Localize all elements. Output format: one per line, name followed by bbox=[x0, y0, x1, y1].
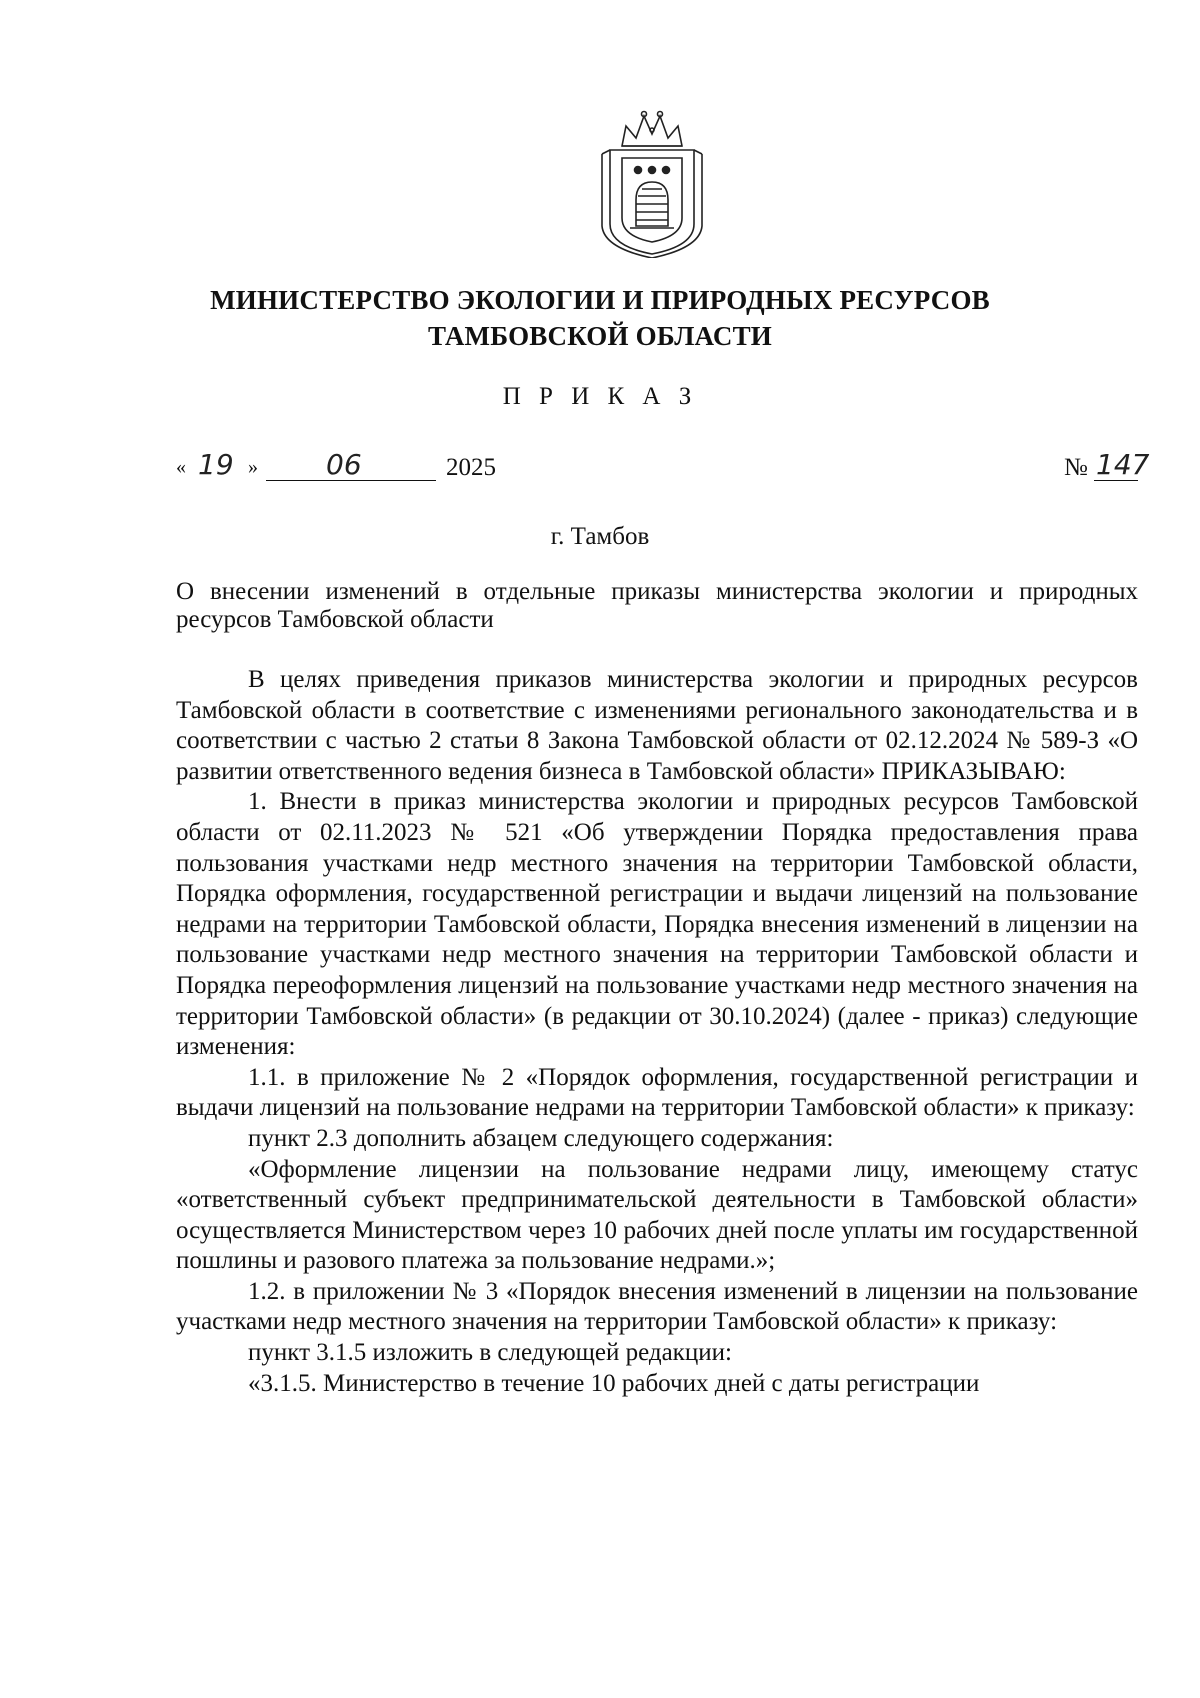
paragraph-item-1-2-quote: «3.1.5. Министерство в течение 10 рабочих дней с даты регистрации bbox=[248, 1369, 980, 1397]
document-type: П Р И К А З bbox=[502, 383, 698, 410]
date-quote-close: » bbox=[248, 456, 258, 478]
date-quote-open: « bbox=[176, 456, 186, 478]
city: г. Тамбов bbox=[550, 523, 650, 550]
paragraph-item-1-1: 1.1. в приложение № 2 «Порядок оформления, государственной регистрации и выдачи лицензий на пользование недрами на территории Тамбовской области» к приказу: bbox=[176, 1063, 1138, 1122]
paragraph-item-1-1-quote: «Оформление лицензии на пользование недрами лицу, имеющему статус «ответственный субъект предпринимательской деятельности в Тамбовской области» осуществляется Министерством через 10 рабочих дней после уплаты им государственной пошлины и разового платежа за пользование недрами.»; bbox=[176, 1155, 1138, 1275]
organization-name-line2: ТАМБОВСКОЙ ОБЛАСТИ bbox=[427, 321, 773, 351]
date-number-row bbox=[176, 448, 1150, 488]
organization-name bbox=[160, 282, 1040, 354]
date-year: 2025 bbox=[446, 454, 496, 481]
paragraph-preamble: В целях приведения приказов министерства экологии и природных ресурсов Тамбовской области в соответствие с изменениями регионального законодательства и в соответствии с частью 2 статьи 8 Закона Тамбовской области от 02.12.2024 № 589-З «О развитии ответственного ведения бизнеса в Тамбовской области» ПРИКАЗЫВАЮ: bbox=[176, 666, 1138, 785]
order-number-label: № bbox=[1064, 454, 1088, 481]
paragraph-item-1-2-instruction: пункт 3.1.5 изложить в следующей редакции: bbox=[248, 1339, 732, 1367]
paragraph-item-1: 1. Внести в приказ министерства экологии и природных ресурсов Тамбовской области от 02.11.2023 № 521 «Об утверждении Порядка предоставления права пользования участками недр местного значения на территории Тамбовской области, Порядка оформления, государственной регистрации и выдачи лицензий на пользование недрами на территории Тамбовской области, Порядка внесения изменений в лицензии на пользование участками недр местного значения на территории Тамбовской области и Порядка переоформления лицензий на пользование участками недр местного значения на территории Тамбовской области» (в редакции от 30.10.2024) (далее - приказ) следующие изменения: bbox=[176, 788, 1138, 1061]
date-day: 19 bbox=[198, 448, 234, 481]
date-month: 06 bbox=[326, 448, 362, 481]
paragraph-item-1-2: 1.2. в приложении № 3 «Порядок внесения изменений в лицензии на пользование участками недр местного значения на территории Тамбовской области» к приказу: bbox=[176, 1277, 1138, 1336]
order-body bbox=[176, 665, 1138, 1399]
order-subject: О внесении изменений в отдельные приказы министерства экологии и природных ресурсов Тамбовской области bbox=[176, 578, 1138, 633]
order-number: 147 bbox=[1096, 448, 1150, 481]
paragraph-item-1-1-instruction: пункт 2.3 дополнить абзацем следующего содержания: bbox=[248, 1124, 834, 1152]
tambov-coat-of-arms-icon bbox=[600, 108, 704, 258]
organization-name-line1: МИНИСТЕРСТВО ЭКОЛОГИИ И ПРИРОДНЫХ РЕСУРСОВ bbox=[210, 285, 990, 315]
